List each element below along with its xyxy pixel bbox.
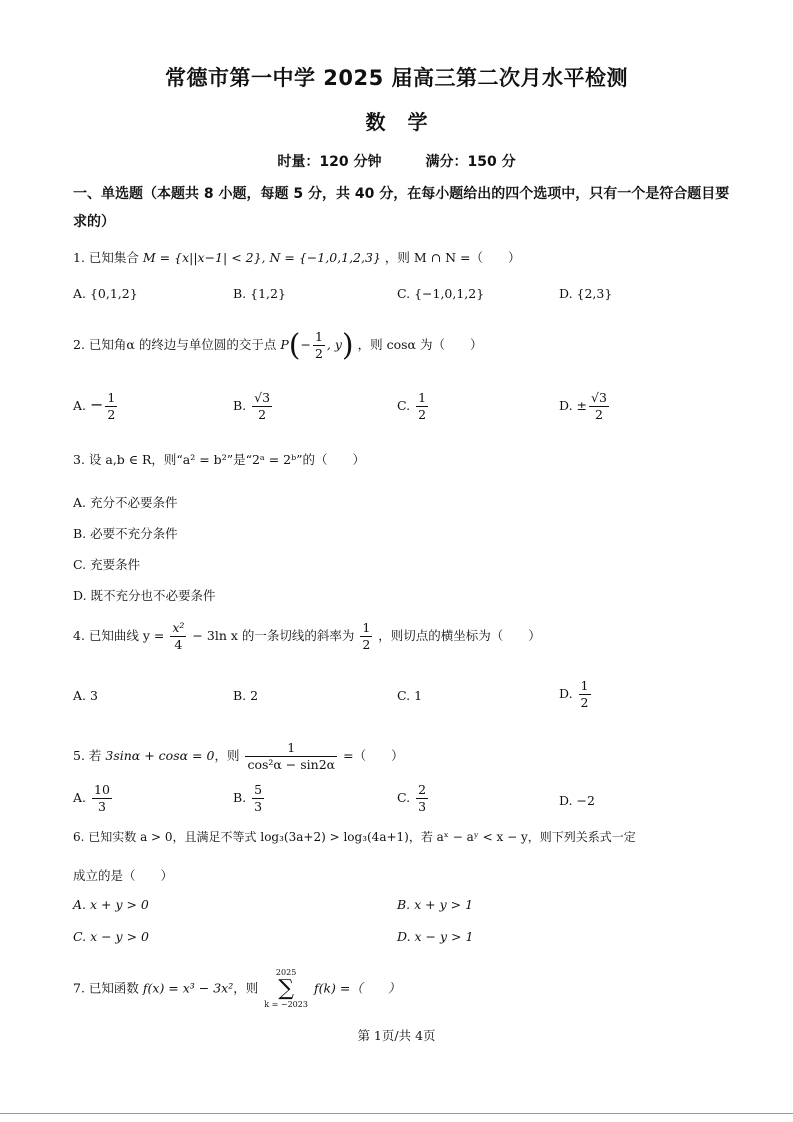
q5-option-d: D. −2 xyxy=(559,793,595,808)
section-heading: 一、单选题（本题共 8 小题，每题 5 分，共 40 分，在每小题给出的四个选项中，只有一个是符合题目要求的） xyxy=(73,186,730,230)
summation-symbol: 2025 ∑ k = −2023 xyxy=(264,968,308,1009)
q6-option-b: B. x + y > 1 xyxy=(397,897,474,912)
q2-option-c: C. $\frac{1}{2}$ xyxy=(397,390,427,422)
question-1 xyxy=(73,248,520,266)
q3-option-d: D. 既不充分也不必要条件 xyxy=(73,588,216,603)
q2-option-b: B. $\frac{√3}{2}$ xyxy=(233,390,271,422)
q2-stem: 2. 已知角α 的终边与单位圆的交于点 xyxy=(73,337,277,352)
q1-option-c: C. {−1,0,1,2} xyxy=(397,286,485,301)
question-5: 5. 若 3sinα + cosα = 0，则 $\frac{1}{\text{cos²α − sin2α}}$ =（ ） xyxy=(73,740,404,772)
q2-option-d: D. ± $\frac{√3}{2}$ xyxy=(559,390,607,422)
q5-option-c: C. $\frac{2}{3}$ xyxy=(397,782,427,814)
q2-frac-den: 2 xyxy=(314,346,323,361)
q1-option-b: B. {1,2} xyxy=(233,286,286,301)
q5-option-a: A. $\frac{10}{3}$ xyxy=(73,782,110,814)
q6-option-d: D. x − y > 1 xyxy=(397,929,474,944)
full-score: 满分：150 分 xyxy=(425,154,516,170)
page-footer: 第 1页/共 4页 xyxy=(357,1028,436,1043)
q2-frac-num: 1 xyxy=(314,329,323,344)
q1-option-a: A. {0,1,2} xyxy=(73,286,138,301)
question-7: 7. 已知函数 f(x) = x³ − 3x²，则 2025 ∑ k = −2023 f(k) =（ ） xyxy=(73,968,401,1009)
q4-option-b: B. 2 xyxy=(233,688,259,703)
question-6: 6. 已知实数 a > 0，且满足不等式 log₃(3a+2) > log₃(4a+1)，若 aˣ − aʸ < x − y，则下列关系式一定 xyxy=(73,830,636,844)
question-6-cont: 成立的是（ ） xyxy=(73,868,174,883)
q3-option-b: B. 必要不充分条件 xyxy=(73,526,178,541)
q1-sets: M = {x||x−1| < 2}, N = {−1,0,1,2,3} xyxy=(142,250,381,265)
time-limit: 时量：120 分钟 xyxy=(277,154,382,170)
q3-option-c: C. 充要条件 xyxy=(73,557,141,572)
q1-stem: 1. 已知集合 xyxy=(73,250,139,265)
q2-point: P xyxy=(280,337,289,352)
q2-option-a: A. − $\frac{1}{2}$ xyxy=(73,390,116,422)
bottom-divider xyxy=(0,1113,793,1114)
q6-option-c: C. x − y > 0 xyxy=(73,929,149,944)
question-2: 2. 已知角α 的终边与单位圆的交于点 P(− $\frac{1}{2}$ , y) ，则 cosα 为（ ） xyxy=(73,328,483,363)
question-4: 4. 已知曲线 y = $\frac{\text{x²}}{4}$ − 3ln x 的一条切线的斜率为 $\frac{1}{2}$ ，则切点的横坐标为（ ） xyxy=(73,620,541,652)
q1-tail: ，则 M ∩ N =（ ） xyxy=(384,250,521,265)
subject-heading: 数学 xyxy=(365,110,450,134)
q4-option-c: C. 1 xyxy=(397,688,423,703)
page-title: 常德市第一中学 2025 届高三第二次月水平检测 xyxy=(164,66,629,90)
exam-meta xyxy=(0,151,793,171)
q2-tail: ，则 cosα 为（ ） xyxy=(357,337,483,352)
q4-option-a: A. 3 xyxy=(73,688,98,703)
q3-option-a: A. 充分不必要条件 xyxy=(73,495,178,510)
q4-option-d: D. $\frac{1}{2}$ xyxy=(559,678,589,710)
q1-option-d: D. {2,3} xyxy=(559,286,613,301)
question-3: 3. 设 a,b ∈ R，则“a² = b²”是“2ᵃ = 2ᵇ”的（ ） xyxy=(73,452,366,467)
q6-option-a: A. x + y > 0 xyxy=(73,897,149,912)
q5-option-b: B. $\frac{5}{3}$ xyxy=(233,782,263,814)
